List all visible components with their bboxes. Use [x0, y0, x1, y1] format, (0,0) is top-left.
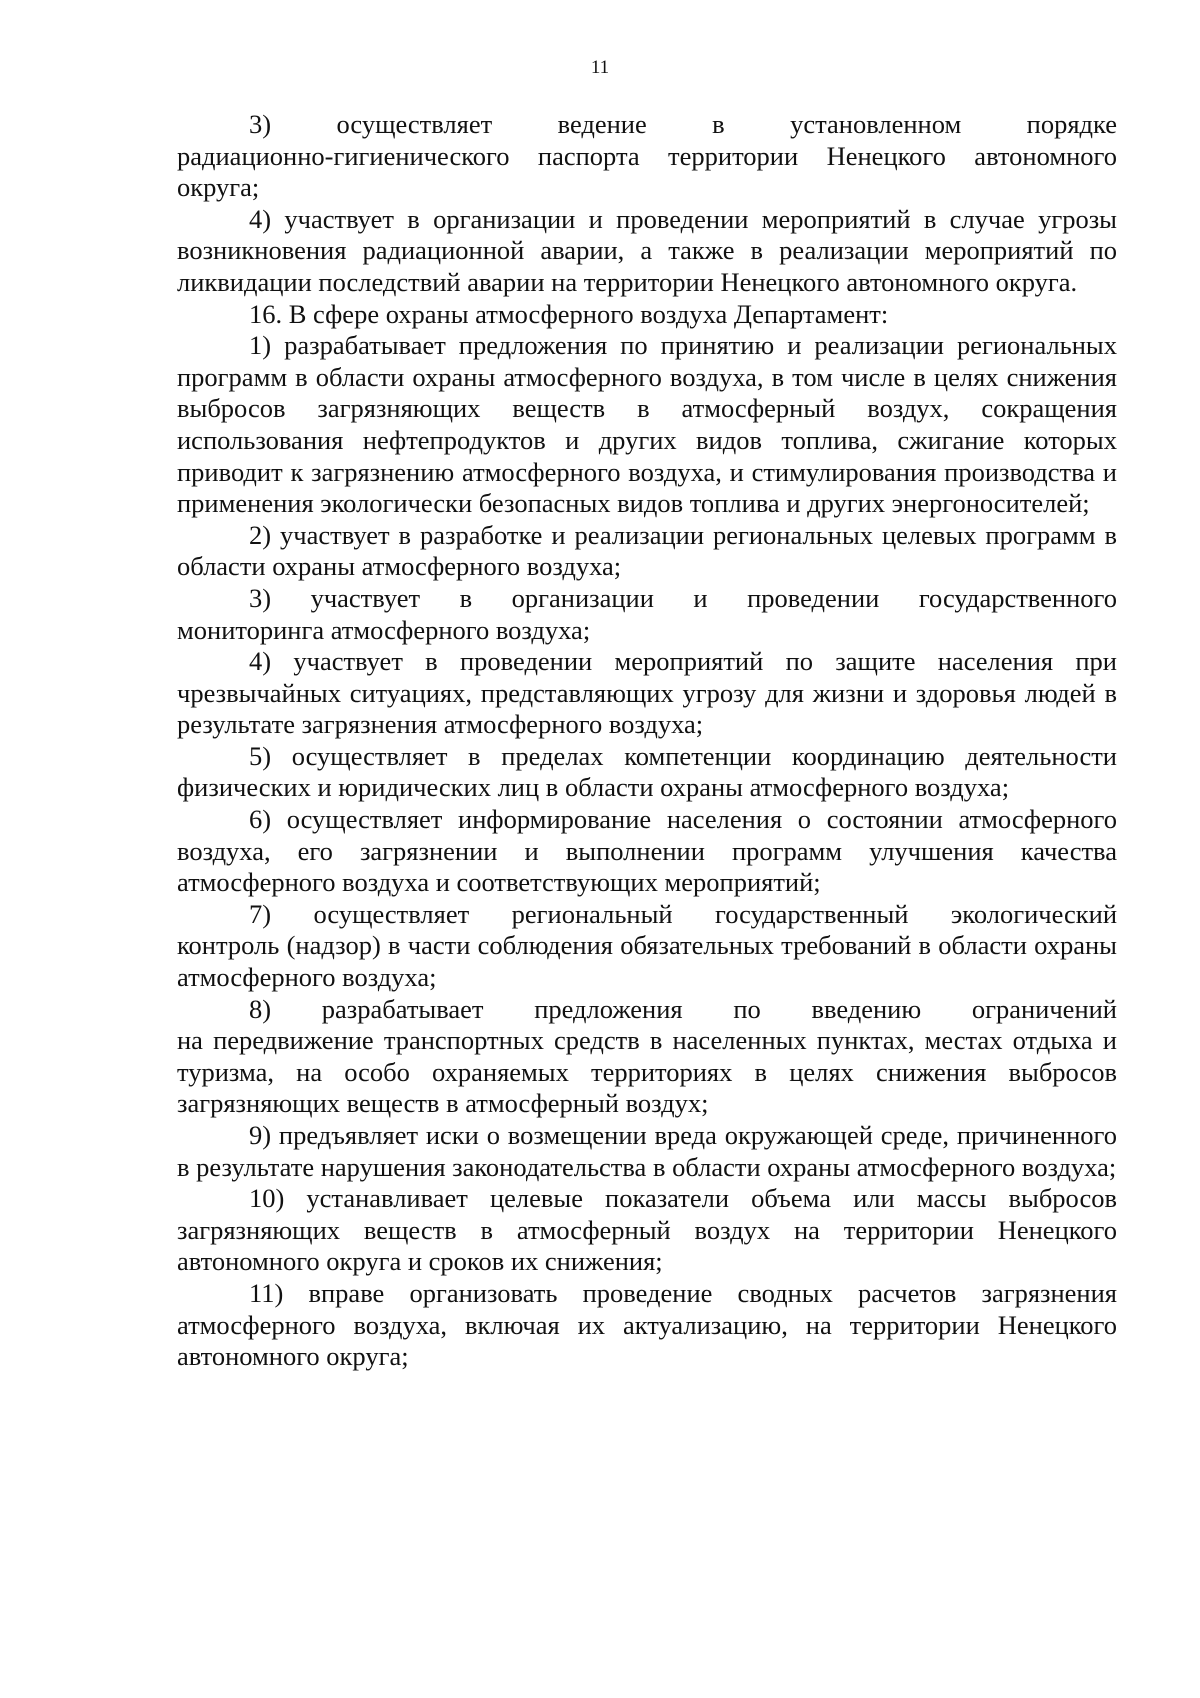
paragraph-16-4: 4) участвует в проведении мероприятий по защите населения при чрезвычайных ситуациях, представляющих угрозу для жизни и здоровья людей в результате загрязнения атмосферного воздуха;: [177, 646, 1117, 740]
paragraph-16-6: 6) осуществляет информирование населения о состоянии атмосферного воздуха, его загрязнении и выполнении программ улучшения качества атмосферного воздуха и соответствующих мероприятий;: [177, 804, 1117, 898]
paragraph-4: 4) участвует в организации и проведении мероприятий в случае угрозы возникновения радиационной аварии, а также в реализации мероприятий по ликвидации последствий аварии на территории Ненецкого автономного округа.: [177, 203, 1117, 297]
paragraph-3-first-line: 3) осуществляет ведение в установленном порядке: [249, 109, 1117, 139]
paragraph-16-5: 5) осуществляет в пределах компетенции координацию деятельности физических и юридических лиц в области охраны атмосферного воздуха;: [177, 740, 1117, 803]
paragraph-16-10: 10) устанавливает целевые показатели объема или массы выбросов загрязняющих веществ в атмосферный воздух на территории Ненецкого автономного округа и сроков их снижения;: [177, 1183, 1117, 1277]
page-number: 11: [590, 57, 610, 78]
paragraph-16-11: 11) вправе организовать проведение сводных расчетов загрязнения атмосферного воздуха, включая их актуализацию, на территории Ненецкого автономного округа;: [177, 1277, 1117, 1372]
paragraph-16-8-continued: на передвижение транспортных средств в населенных пунктах, местах отдыха и туризма, на особо охраняемых территориях в целях снижения выбросов загрязняющих веществ в атмосферный воздух;: [177, 1025, 1117, 1119]
document-body: [177, 109, 1117, 1373]
paragraph-16-2: 2) участвует в разработке и реализации региональных целевых программ в области охраны атмосферного воздуха;: [177, 519, 1117, 582]
paragraph-16-7-first-line: 7) осуществляет региональный государственный экологический: [249, 898, 1117, 929]
paragraph-16-8-first-line: 8) разрабатывает предложения по введению ограничений: [249, 993, 1117, 1024]
paragraph-16-3-first-line: 3) участвует в организации и проведении государственного: [249, 582, 1117, 613]
paragraph-3-continued: радиационно-гигиенического паспорта территории Ненецкого автономного округа;: [177, 140, 1117, 203]
paragraph-16-3-continued: мониторинга атмосферного воздуха;: [177, 614, 591, 645]
paragraph-16-7-continued: контроль (надзор) в части соблюдения обязательных требований в области охраны атмосферного воздуха;: [177, 930, 1117, 993]
section-16-heading: 16. В сфере охраны атмосферного воздуха Департамент:: [249, 298, 889, 329]
paragraph-16-1: 1) разрабатывает предложения по принятию и реализации региональных программ в области охраны атмосферного воздуха, в том числе в целях снижения выбросов загрязняющих веществ в атмосферный воздух, сокращения использования нефтепродуктов и других видов топлива, сжигание которых приводит к загрязнению атмосферного воздуха, и стимулирования производства и применения экологически безопасных видов топлива и других энергоносителей;: [177, 330, 1117, 519]
paragraph-16-9: 9) предъявляет иски о возмещении вреда окружающей среде, причиненного в результате нарушения законодательства в области охраны атмосферного воздуха;: [177, 1120, 1117, 1182]
